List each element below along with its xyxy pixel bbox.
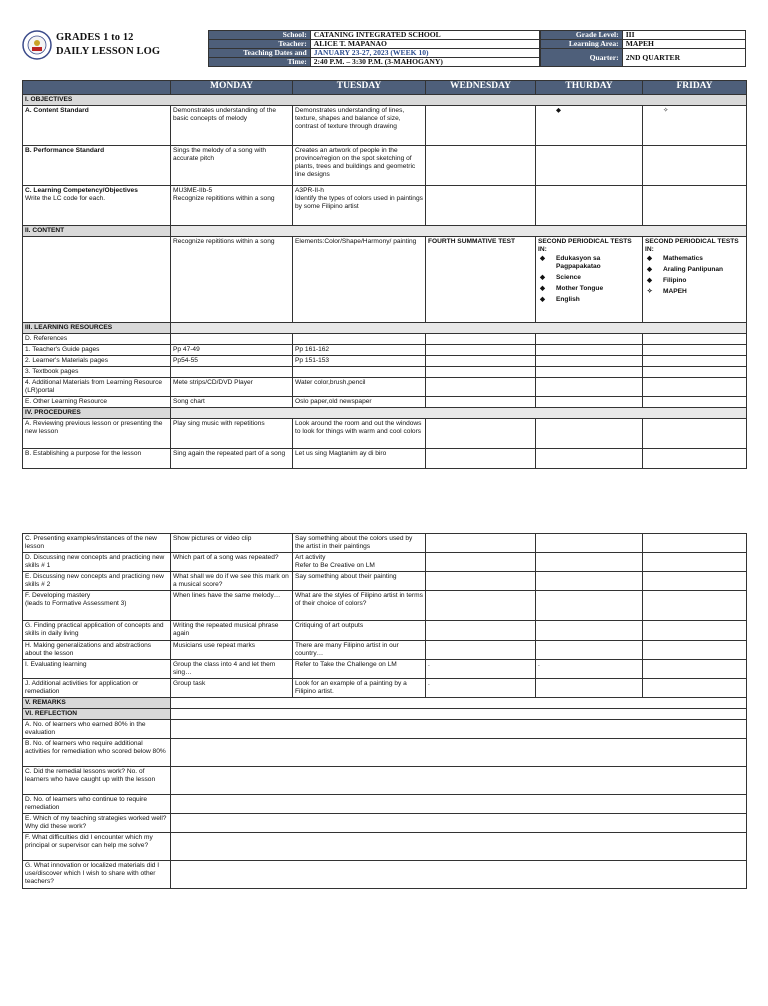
empty-cell xyxy=(171,226,747,237)
content-thursday xyxy=(536,237,643,323)
area-value: MAPEH xyxy=(622,40,745,49)
performance-standard-label: B. Performance Standard xyxy=(23,146,171,186)
empty-cell xyxy=(171,861,747,889)
day-friday: FRIDAY xyxy=(643,81,747,95)
reflection-d-label: D. No. of learners who continue to require remediation xyxy=(23,795,171,814)
empty-cell xyxy=(171,323,747,334)
empty-cell xyxy=(643,572,747,591)
empty-cell xyxy=(171,833,747,861)
empty-cell xyxy=(426,356,536,367)
list-item xyxy=(538,274,640,282)
textbook-label: 3. Textbook pages xyxy=(23,367,171,378)
lesson-log-table-part2 xyxy=(22,533,747,889)
diamond-bullet-icon: ◆ xyxy=(540,285,546,292)
content-friday xyxy=(643,237,747,323)
empty-cell xyxy=(643,553,747,572)
procedure-f-monday: When lines have the same melody… xyxy=(171,591,293,621)
empty-cell xyxy=(536,572,643,591)
time-label: Time: xyxy=(209,58,311,67)
procedure-j-monday: Group task xyxy=(171,679,293,698)
objectives-heading: I. OBJECTIVES xyxy=(23,95,747,106)
competency-monday: MU3ME-IIb-5 Recognize repititions within a song xyxy=(171,186,293,226)
friday-tests-title: SECOND PERIODICAL TESTS IN: xyxy=(645,238,739,253)
procedure-b-monday: Sing again the repeated part of a song xyxy=(171,449,293,469)
procedure-d-monday: Which part of a song was repeated? xyxy=(171,553,293,572)
empty-cell xyxy=(536,419,643,449)
other-resource-monday: Song chart xyxy=(171,397,293,408)
additional-materials-label: 4. Additional Materials from Learning Resource (LR)portal xyxy=(23,378,171,397)
procedure-e-tuesday: Say something about their painting xyxy=(293,572,426,591)
teachers-guide-monday: Pp 47-49 xyxy=(171,345,293,356)
empty-cell xyxy=(643,641,747,660)
competency-note: Write the LC code for each. xyxy=(25,195,106,202)
learners-materials-label: 2. Learner's Materials pages xyxy=(23,356,171,367)
procedure-d-tuesday: Art activity Refer to Be Creative on LM xyxy=(293,553,426,572)
procedures-heading: IV. PROCEDURES xyxy=(23,408,171,419)
empty-cell xyxy=(426,572,536,591)
form-title-line2: DAILY LESSON LOG xyxy=(56,46,161,57)
competency-title: C. Learning Competency/Objectives xyxy=(25,187,138,194)
diamond-bullet-icon: ◆ xyxy=(540,255,546,262)
empty-cell xyxy=(643,534,747,553)
reflection-g-label: G. What innovation or localized materials did I use/discover which I wish to share with other teachers? xyxy=(23,861,171,889)
procedure-g-label: G. Finding practical application of concepts and skills in daily living xyxy=(23,621,171,641)
learning-resources-heading: III. LEARNING RESOURCES xyxy=(23,323,171,334)
empty-cell xyxy=(643,378,747,397)
procedure-c-label: C. Presenting examples/instances of the new lesson xyxy=(23,534,171,553)
reflection-b-label: B. No. of learners who require additional activities for remediation who scored below 80% xyxy=(23,739,171,767)
deped-seal-icon xyxy=(22,30,52,60)
day-tuesday: TUESDAY xyxy=(293,81,426,95)
empty-cell xyxy=(643,146,747,186)
day-monday: MONDAY xyxy=(171,81,293,95)
content-standard-label: A. Content Standard xyxy=(23,106,171,146)
list-item xyxy=(538,255,640,271)
competency-tuesday: A3PR-II-h Identify the types of colors used in paintings by some Filipino artist xyxy=(293,186,426,226)
learners-materials-tuesday: Pp 151-153 xyxy=(293,356,426,367)
empty-cell xyxy=(171,698,747,709)
procedure-c-tuesday: Say something about the colors used by the artist in their paintings xyxy=(293,534,426,553)
learners-materials-monday: Pp54-55 xyxy=(171,356,293,367)
grade-label: Grade Level: xyxy=(541,31,623,40)
content-wednesday: FOURTH SUMMATIVE TEST xyxy=(426,237,536,323)
content-standard-tuesday: Demonstrates understanding of lines, texture, shapes and balance of size, contrast of texture through drawing xyxy=(293,106,426,146)
content-heading: II. CONTENT xyxy=(23,226,171,237)
diamond-bullet-icon: ◆ xyxy=(540,296,546,303)
procedure-h-monday: Musicians use repeat marks xyxy=(171,641,293,660)
remarks-heading: V. REMARKS xyxy=(23,698,171,709)
school-value: CATANING INTEGRATED SCHOOL xyxy=(310,31,539,40)
diamond-bullet-icon: ◆ xyxy=(540,274,546,281)
lesson-log-table-part1 xyxy=(22,80,747,469)
list-item xyxy=(645,277,744,285)
empty-cell xyxy=(643,397,747,408)
empty-cell xyxy=(426,146,536,186)
area-label: Learning Area: xyxy=(541,40,623,49)
content-standard-thursday: ◆ xyxy=(536,106,643,146)
empty-cell xyxy=(536,146,643,186)
empty-cell xyxy=(643,660,747,679)
empty-cell xyxy=(171,720,747,739)
diamond-bullet-icon: ◆ xyxy=(647,255,653,262)
empty-cell xyxy=(536,553,643,572)
procedure-i-wednesday: . xyxy=(426,660,536,679)
list-item-text: Araling Panlipunan xyxy=(663,266,724,273)
procedure-j-label: J. Additional activities for application or remediation xyxy=(23,679,171,698)
procedure-b-tuesday: Let us sing Magtanim ay di biro xyxy=(293,449,426,469)
empty-cell xyxy=(426,367,536,378)
performance-standard-tuesday: Creates an artwork of people in the province/region on the spot sketching of plants, trees and buildings and geometric line designs xyxy=(293,146,426,186)
performance-standard-monday: Sings the melody of a song with accurate pitch xyxy=(171,146,293,186)
header xyxy=(22,30,746,70)
empty-cell xyxy=(643,449,747,469)
time-value: 2:40 P.M. – 3:30 P.M. (3-MAHOGANY) xyxy=(310,58,539,67)
content-tuesday: Elements:Color/Shape/Harmony/ painting xyxy=(293,237,426,323)
grade-value: III xyxy=(622,31,745,40)
list-item-text: English xyxy=(556,296,580,303)
teacher-value: ALICE T. MAPANAO xyxy=(310,40,539,49)
empty-cell xyxy=(643,591,747,621)
empty-cell xyxy=(643,186,747,226)
empty-cell xyxy=(426,419,536,449)
empty-cell xyxy=(426,591,536,621)
empty-cell xyxy=(536,356,643,367)
empty-cell xyxy=(293,367,426,378)
empty-cell xyxy=(536,334,643,345)
content-standard-friday: ✧ xyxy=(643,106,747,146)
procedure-g-monday: Writing the repeated musical phrase again xyxy=(171,621,293,641)
empty-cell xyxy=(426,553,536,572)
procedure-e-monday: What shall we do if we see this mark on a musical score? xyxy=(171,572,293,591)
teachers-guide-tuesday: Pp 161-162 xyxy=(293,345,426,356)
empty-cell xyxy=(536,534,643,553)
content-monday: Recognize repititions within a song xyxy=(171,237,293,323)
empty-cell xyxy=(536,345,643,356)
empty-cell xyxy=(536,186,643,226)
procedure-e-label: E. Discussing new concepts and practicing new skills # 2 xyxy=(23,572,171,591)
empty-cell xyxy=(643,345,747,356)
empty-cell xyxy=(426,621,536,641)
empty-cell xyxy=(171,408,747,419)
empty-cell xyxy=(643,419,747,449)
list-item-text: MAPEH xyxy=(663,288,687,295)
procedure-f-label: F. Developing mastery (leads to Formative Assessment 3) xyxy=(23,591,171,621)
grade-info-table xyxy=(540,30,746,67)
empty-cell xyxy=(536,591,643,621)
day-thursday: THURDAY xyxy=(536,81,643,95)
empty-cell xyxy=(643,621,747,641)
competency-label xyxy=(23,186,171,226)
empty-cell xyxy=(536,621,643,641)
friday-tests-list xyxy=(645,255,744,296)
form-title-line1: GRADES 1 to 12 xyxy=(56,32,134,43)
procedure-j-wednesday: . xyxy=(426,679,536,698)
teacher-label: Teacher: xyxy=(209,40,311,49)
list-item xyxy=(645,255,744,263)
reflection-a-label: A. No. of learners who earned 80% in the evaluation xyxy=(23,720,171,739)
procedure-j-tuesday: Look for an example of a painting by a Filipino artist. xyxy=(293,679,426,698)
day-wednesday: WEDNESDAY xyxy=(426,81,536,95)
quarter-label: Quarter: xyxy=(541,49,623,67)
list-item xyxy=(538,296,640,304)
list-item xyxy=(538,285,640,293)
other-resource-tuesday: Oslo paper,old newspaper xyxy=(293,397,426,408)
other-resource-label: E. Other Learning Resource xyxy=(23,397,171,408)
thursday-tests-title: SECOND PERIODICAL TESTS IN: xyxy=(538,238,632,253)
list-item xyxy=(645,266,744,274)
empty-cell xyxy=(536,378,643,397)
list-item-text: Mother Tongue xyxy=(556,285,604,292)
diamond-bullet-icon: ◆ xyxy=(647,277,653,284)
empty-cell xyxy=(426,378,536,397)
star-bullet-icon: ✧ xyxy=(647,288,653,295)
empty-cell xyxy=(426,345,536,356)
additional-materials-monday: Mete strips/CD/DVD Player xyxy=(171,378,293,397)
empty-cell xyxy=(171,739,747,767)
dates-label: Teaching Dates and xyxy=(209,49,311,58)
list-item xyxy=(645,288,744,296)
quarter-value: 2ND QUARTER xyxy=(622,49,745,67)
reflection-f-label: F. What difficulties did I encounter which my principal or supervisor can help me solve? xyxy=(23,833,171,861)
procedure-h-label: H. Making generalizations and abstractions about the lesson xyxy=(23,641,171,660)
teachers-guide-label: 1. Teacher's Guide pages xyxy=(23,345,171,356)
list-item-text: Edukasyon sa Pagpapakatao xyxy=(556,255,601,270)
empty-cell xyxy=(426,641,536,660)
list-item-text: Science xyxy=(556,274,581,281)
corner-cell xyxy=(23,81,171,95)
content-standard-wednesday xyxy=(426,106,536,146)
reflection-c-label: C. Did the remedial lessons work? No. of learners who have caught up with the lesson xyxy=(23,767,171,795)
empty-cell xyxy=(426,397,536,408)
procedure-i-label: I. Evaluating learning xyxy=(23,660,171,679)
reflection-heading: VI. REFLECTION xyxy=(23,709,171,720)
empty-cell xyxy=(426,334,536,345)
empty-cell xyxy=(426,534,536,553)
empty-cell xyxy=(171,709,747,720)
empty-cell xyxy=(171,767,747,795)
empty-cell xyxy=(23,237,171,323)
empty-cell xyxy=(536,449,643,469)
procedure-b-label: B. Establishing a purpose for the lesson xyxy=(23,449,171,469)
school-info-table xyxy=(208,30,540,67)
dates-value: JANUARY 23-27, 2023 (WEEK 10) xyxy=(310,49,539,58)
empty-cell xyxy=(643,679,747,698)
empty-cell xyxy=(293,334,426,345)
empty-cell xyxy=(536,641,643,660)
empty-cell xyxy=(426,186,536,226)
list-item-text: Filipino xyxy=(663,277,687,284)
diamond-bullet-icon: ◆ xyxy=(647,266,653,273)
list-item-text: Mathematics xyxy=(663,255,703,262)
procedure-a-monday: Play sing music with repetitions xyxy=(171,419,293,449)
empty-cell xyxy=(171,367,293,378)
procedure-c-monday: Show pictures or video clip xyxy=(171,534,293,553)
procedure-f-tuesday: What are the styles of Filipino artist in terms of their choice of colors? xyxy=(293,591,426,621)
empty-cell xyxy=(171,814,747,833)
school-label: School: xyxy=(209,31,311,40)
procedure-g-tuesday: Critiquing of art outputs xyxy=(293,621,426,641)
procedure-i-thursday: . xyxy=(536,660,643,679)
empty-cell xyxy=(536,679,643,698)
empty-cell xyxy=(171,334,293,345)
references-label: D. References xyxy=(23,334,171,345)
procedure-a-label: A. Reviewing previous lesson or presenting the new lesson xyxy=(23,419,171,449)
reflection-e-label: E. Which of my teaching strategies worked well? Why did these work? xyxy=(23,814,171,833)
empty-cell xyxy=(536,367,643,378)
procedure-h-tuesday: There are many Filipino artist in our country… xyxy=(293,641,426,660)
additional-materials-tuesday: Water color,brush,pencil xyxy=(293,378,426,397)
empty-cell xyxy=(536,397,643,408)
procedure-d-label: D. Discussing new concepts and practicing new skills # 1 xyxy=(23,553,171,572)
empty-cell xyxy=(426,449,536,469)
content-standard-monday: Demonstrates understanding of the basic concepts of melody xyxy=(171,106,293,146)
empty-cell xyxy=(643,334,747,345)
empty-cell xyxy=(643,367,747,378)
procedure-i-tuesday: Refer to Take the Challenge on LM xyxy=(293,660,426,679)
procedure-a-tuesday: Look around the room and out the windows to look for things with warm and cool colors xyxy=(293,419,426,449)
empty-cell xyxy=(643,356,747,367)
procedure-i-monday: Group the class into 4 and let them sing… xyxy=(171,660,293,679)
thursday-tests-list xyxy=(538,255,640,304)
empty-cell xyxy=(171,795,747,814)
